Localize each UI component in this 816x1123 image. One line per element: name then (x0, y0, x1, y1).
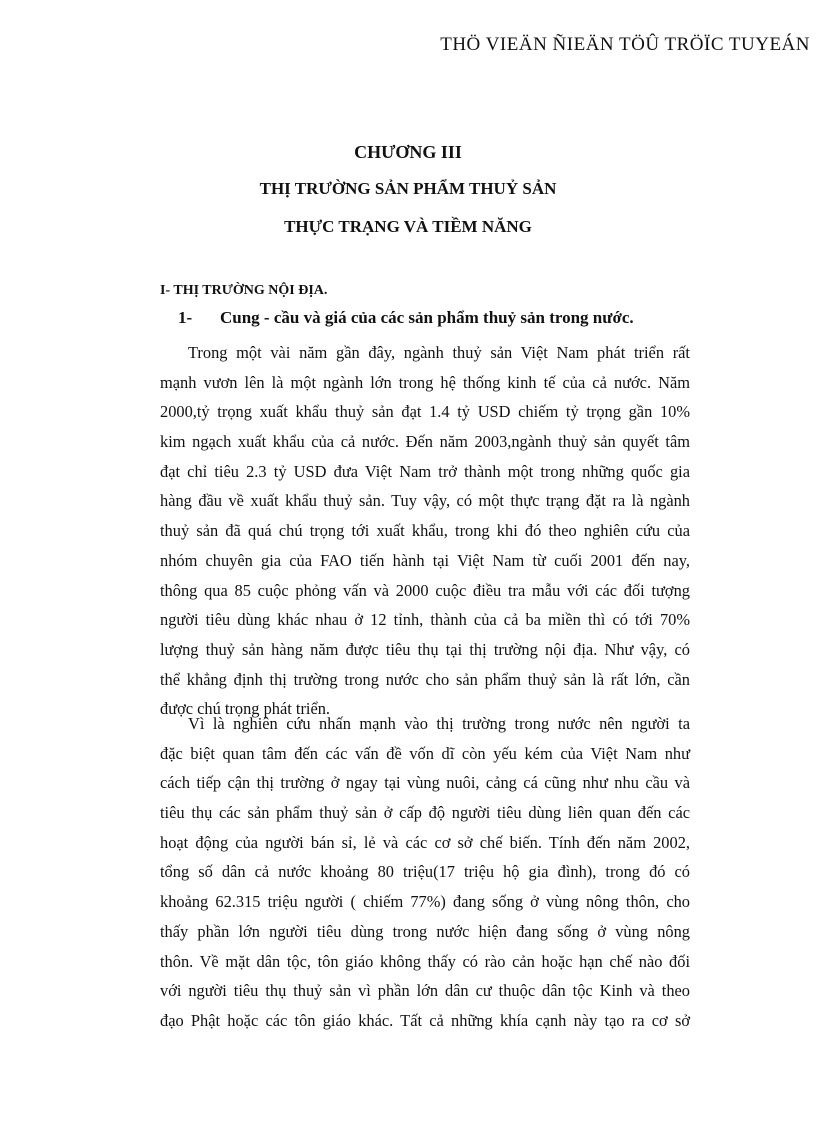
paragraph-line: Vì là nghiên cứu nhấn mạnh vào thị trường trong nước nên người ta (188, 714, 690, 733)
paragraph-line: khoảng 62.315 triệu người ( chiếm 77%) đang sống ở vùng nông thôn, cho (160, 892, 690, 912)
chapter-number: CHƯƠNG III (354, 142, 462, 162)
paragraph-line: thấy phần lớn người tiêu dùng trong nước hiện đang sống ở vùng nông (160, 921, 690, 941)
paragraph-line: Trong một vài năm gần đây, ngành thuỷ sản Việt Nam phát triển rất (188, 343, 690, 362)
subsection-number: 1- (178, 308, 193, 327)
paragraph-line: thuỷ sản đã quá chú trọng tới xuất khẩu, trong khi đó theo nghiên cứu của (160, 521, 690, 541)
paragraph-line: hàng đầu về xuất khẩu thuỷ sản. Tuy vậy, có một thực trạng đặt ra là ngành (160, 491, 690, 511)
paragraph-line: người tiêu dùng khác nhau ở 12 tỉnh, thành của cả ba miền thì có tới 70% (160, 610, 690, 630)
paragraph-line: kim ngạch xuất khẩu của cả nước. Đến năm 2003,ngành thuỷ sản quyết tâm (160, 432, 690, 452)
paragraph-line: được chú trọng phát triển. (160, 699, 331, 719)
paragraph-line: thông qua 85 cuộc phỏng vấn và 2000 cuộc điều tra mẫu với các đối tượng (160, 580, 690, 600)
paragraph (160, 338, 690, 724)
paragraph-line: 2000,tỷ trọng xuất khẩu thuỷ sản đạt 1.4 tỷ USD chiếm tỷ trọng gần 10% (160, 402, 690, 422)
chapter-title-line-2: THỰC TRẠNG VÀ TIỀM NĂNG (284, 217, 532, 236)
paragraph-line: tiêu thụ các sản phẩm thuỷ sản ở cấp độ người tiêu dùng liên quan đến các (160, 803, 690, 823)
paragraph-line: lượng thuỷ sản hàng năm được tiêu thụ tại thị trường nội địa. Như vậy, có (160, 639, 690, 659)
header-watermark: THÖ VIEÄN ÑIEÄN TÖÛ TRÖÏC TUYEÁN (440, 34, 810, 55)
subsection-heading (178, 308, 634, 328)
paragraph-line: cách tiếp cận thị trường ở ngay tại vùng nuôi, cảng cá cũng như nhu cầu và (160, 773, 690, 793)
paragraph-line: nhóm chuyên gia của FAO tiến hành tại Việt Nam từ cuối 2001 đến nay, (160, 550, 690, 570)
chapter-title-line-1: THỊ TRƯỜNG SẢN PHẨM THUỶ SẢN (259, 179, 557, 198)
paragraph-line: đạt chỉ tiêu 2.3 tỷ USD đưa Việt Nam trở thành một trong những quốc gia (160, 461, 690, 481)
paragraph-line: mạnh vươn lên là một ngành lớn trong hệ thống kinh tế của cả nước. Năm (160, 372, 690, 392)
paragraph-line: tổng số dân cả nước khoảng 80 triệu(17 triệu hộ gia đình), trong đó có (160, 862, 690, 882)
paragraph-line: đạo Phật hoặc các tôn giáo khác. Tất cả những khía cạnh này tạo ra cơ sở (160, 1010, 690, 1030)
subsection-title: Cung - cầu và giá của các sản phẩm thuỷ sản trong nước. (220, 308, 634, 327)
paragraph-line: hoạt động của người bán sỉ, lẻ và các cơ sở chế biến. Tính đến năm 2002, (160, 832, 690, 852)
paragraph-line: với người tiêu thụ thuỷ sản vì phần lớn dân cư thuộc dân tộc Kinh và theo (160, 981, 690, 1001)
section-heading: I- THỊ TRƯỜNG NỘI ĐỊA. (160, 283, 328, 298)
paragraph-line: đặc biệt quan tâm đến các vấn đề vốn dĩ còn yếu kém của Việt Nam như (160, 743, 690, 763)
paragraph-line: thể khẳng định thị trường trong nước cho sản phẩm thuỷ sản là rất lớn, cần (160, 669, 690, 689)
paragraph-line: thôn. Về mặt dân tộc, tôn giáo không thấy có rào cản hoặc hạn chế nào đối (160, 951, 690, 971)
paragraph (160, 709, 690, 1036)
